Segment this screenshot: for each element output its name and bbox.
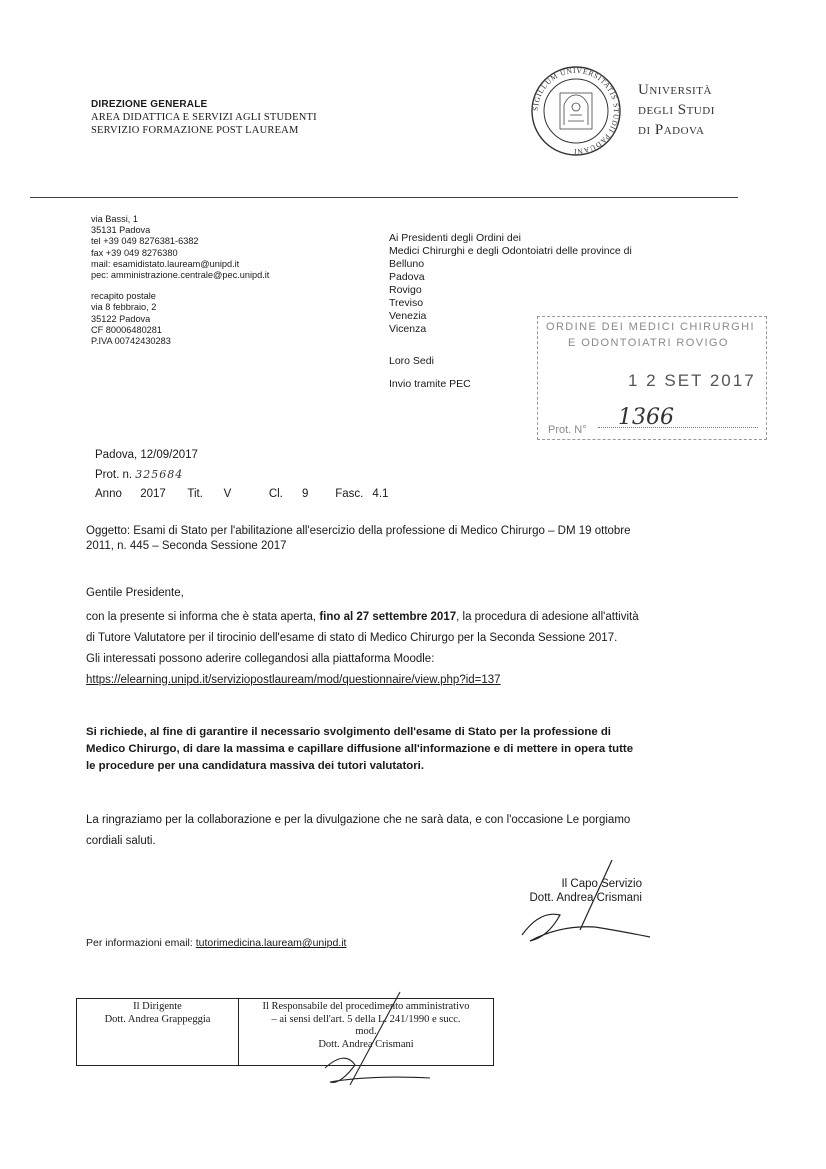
- service-name: SERVIZIO FORMAZIONE POST LAUREAM: [91, 125, 299, 136]
- handwritten-initials: [300, 990, 440, 1090]
- department-header: [91, 98, 317, 137]
- recipient-line: Vicenza: [389, 323, 427, 335]
- stamp-prot-number: 1366: [618, 405, 674, 430]
- cl-label: Cl.: [268, 488, 283, 500]
- sender-address: [91, 214, 269, 347]
- postal-line: 35122 Padova: [91, 313, 151, 324]
- tit-label: Tit.: [187, 488, 203, 500]
- greeting: Gentile Presidente,: [86, 587, 184, 599]
- address-line: 35131 Padova: [91, 225, 151, 236]
- dirigente-cell: [77, 999, 239, 1066]
- responsabile-line-1: Il Responsabile del procedimento amministrativo: [262, 1001, 470, 1012]
- postal-line: recapito postale: [91, 291, 156, 302]
- cl-value: 9: [302, 488, 309, 500]
- anno-value: 2017: [140, 488, 166, 500]
- signature-role: Il Capo Servizio: [561, 878, 642, 890]
- university-seal: [530, 65, 622, 157]
- closing-line-2: cordiali saluti.: [86, 835, 156, 847]
- loro-sedi: Loro Sedi: [389, 355, 434, 367]
- recipient-line: Venezia: [389, 310, 427, 322]
- address-line: pec: amministrazione.centrale@pec.unipd.it: [91, 270, 270, 281]
- letter-body: [86, 583, 746, 691]
- anno-label: Anno: [95, 488, 122, 500]
- signature-name: Dott. Andrea Crismani: [529, 892, 642, 904]
- request-paragraph: [86, 724, 746, 775]
- header-divider: [30, 197, 738, 198]
- protocol-info: [95, 446, 388, 504]
- closing-line-1: La ringraziamo per la collaborazione e per la divulgazione che ne sarà data, e con l'occasione Le porgiamo: [86, 814, 631, 826]
- address-line: fax +39 049 8276380: [91, 247, 178, 258]
- postal-line: via 8 febbraio, 2: [91, 302, 157, 313]
- stamp-date: 1 2 SET 2017: [628, 371, 756, 390]
- request-line-1: Si richiede, al fine di garantire il necessario svolgimento dell'esame di Stato per la professione di: [86, 726, 611, 738]
- postal-line: CF 80006480281: [91, 324, 163, 335]
- info-email-link[interactable]: tutorimedicina.lauream@unipd.it: [195, 937, 347, 949]
- place-date: Padova, 12/09/2017: [95, 449, 198, 461]
- recipient-line: Ai Presidenti degli Ordini dei: [389, 232, 521, 244]
- paragraph-1-line-3: Gli interessati possono aderire collegandosi alla piattaforma Moodle:: [86, 653, 435, 665]
- reception-stamp: [537, 316, 767, 440]
- subject: [86, 524, 746, 554]
- dirigente-title: Il Dirigente: [133, 1001, 182, 1012]
- university-line-3: di Padova: [638, 122, 705, 138]
- paragraph-1-line-2: di Tutore Valutatore per il tirocinio dell'esame di stato di Medico Chirurgo per la Seconda Sessione 2017.: [86, 632, 618, 644]
- paragraph-1b: , la procedura di adesione all'attività: [456, 611, 639, 623]
- subject-line-2: 2011, n. 445 – Seconda Sessione 2017: [86, 540, 287, 552]
- tit-value: V: [223, 488, 232, 500]
- area-name: AREA DIDATTICA E SERVIZI AGLI STUDENTI: [91, 112, 317, 123]
- request-line-2: Medico Chirurgo, di dare la massima e capillare diffusione all'informazione e di mettere in opera tutte: [86, 743, 634, 755]
- address-line: via Bassi, 1: [91, 214, 138, 224]
- info-label: Per informazioni email:: [86, 937, 196, 949]
- address-line: mail: esamidistato.lauream@unipd.it: [91, 258, 240, 269]
- university-line-1: Università: [638, 82, 712, 98]
- office-name: DIREZIONE GENERALE: [91, 99, 208, 110]
- recipient-line: Rovigo: [389, 284, 422, 296]
- seal-text: SIGILLUM UNIVERSITATIS STUDII PADUANI: [530, 65, 622, 157]
- paragraph-1a: con la presente si informa che è stata aperta,: [86, 611, 320, 623]
- subject-line-1: Oggetto: Esami di Stato per l'abilitazione all'esercizio della professione di Medico Chirurgo – DM 19 ottobre: [86, 525, 631, 537]
- postal-line: P.IVA 00742430283: [91, 336, 171, 347]
- responsabile-line-4: Dott. Andrea Crismani: [318, 1038, 414, 1050]
- delivery-method: Invio tramite PEC: [389, 378, 471, 390]
- recipient-line: Medici Chirurghi e degli Odontoiatri delle province di: [389, 245, 632, 257]
- prot-label: Prot. n.: [95, 469, 133, 481]
- recipient-line: Treviso: [389, 297, 424, 309]
- responsabile-line-3: mod.: [355, 1026, 377, 1037]
- dirigente-name: Dott. Andrea Grappeggia: [104, 1013, 211, 1025]
- stamp-line-1: ORDINE DEI MEDICI CHIRURGHI: [546, 321, 755, 333]
- request-line-3: le procedure per una candidatura massiva dei tutori valutatori.: [86, 760, 425, 772]
- moodle-link[interactable]: https://elearning.unipd.it/serviziopostlauream/mod/questionnaire/view.php?id=137: [86, 674, 501, 686]
- handwritten-signature: [500, 855, 660, 945]
- closing-paragraph: [86, 810, 746, 852]
- address-line: tel +39 049 8276381-6382: [91, 236, 199, 247]
- recipient-line: Belluno: [389, 258, 425, 270]
- fasc-label: Fasc.: [335, 488, 364, 500]
- stamp-line-2: E ODONTOIATRI ROVIGO: [568, 337, 729, 349]
- fasc-value: 4.1: [372, 488, 389, 500]
- prot-number: 325684: [135, 468, 184, 481]
- info-line: [86, 937, 346, 949]
- responsabile-line-2: – ai sensi dell'art. 5 della L. 241/1990 e succ.: [271, 1013, 461, 1025]
- deadline: fino al 27 settembre 2017: [319, 611, 457, 623]
- university-name: [638, 80, 715, 140]
- recipient-line: Padova: [389, 271, 425, 283]
- stamp-prot-label: Prot. N°: [548, 424, 587, 436]
- university-line-2: degli Studi: [638, 102, 715, 118]
